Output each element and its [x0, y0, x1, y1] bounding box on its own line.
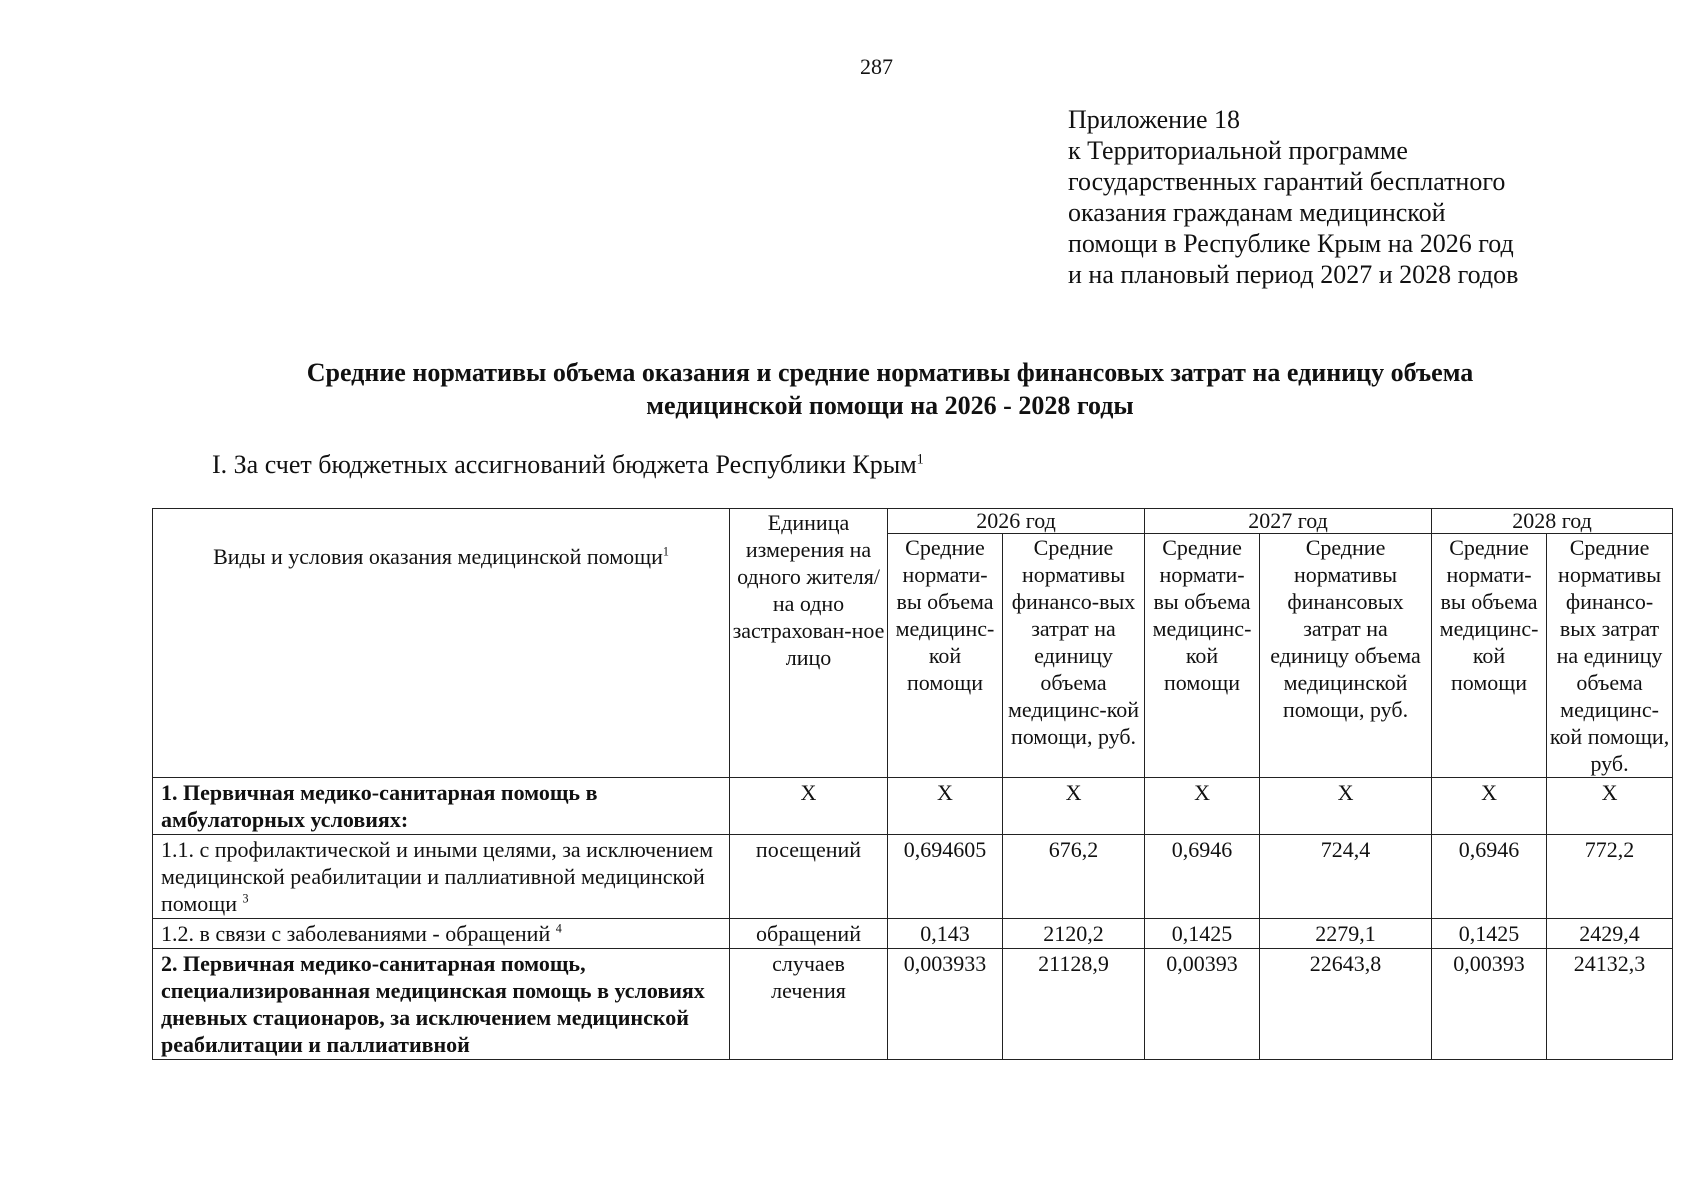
row-value: 0,00393: [1145, 949, 1260, 1060]
row-name-text: 1. Первичная медико-санитарная помощь в амбулаторных условиях:: [161, 780, 598, 832]
row-value: 0,694605: [888, 835, 1003, 919]
row-value: 0,00393: [1432, 949, 1547, 1060]
norms-table: [152, 508, 1673, 1060]
header-unit: Единица измерения на одного жителя/ на одно застрахован-ное лицо: [730, 509, 888, 778]
header-kind-text: Виды и условия оказания медицинской помощи: [213, 544, 663, 569]
document-title-line: медицинской помощи на 2026 - 2028 годы: [646, 391, 1134, 420]
appendix-block: [1068, 104, 1668, 290]
document-title: [140, 356, 1640, 422]
row-value: 2120,2: [1003, 919, 1145, 949]
row-value: Х: [1547, 778, 1673, 835]
row-name: [153, 949, 730, 1060]
row-value: 22643,8: [1260, 949, 1432, 1060]
section-title-text: I. За счет бюджетных ассигнований бюджета Республики Крым: [212, 450, 917, 479]
row-name: [153, 835, 730, 919]
row-unit: посещений: [730, 835, 888, 919]
row-value: Х: [1003, 778, 1145, 835]
table-row: [153, 835, 1673, 919]
appendix-line: оказания гражданам медицинской: [1068, 198, 1446, 227]
header-volume-2026: Средние нормати-вы объема медицинс-кой помощи: [888, 534, 1003, 778]
row-unit: случаев лечения: [730, 949, 888, 1060]
row-value: 0,143: [888, 919, 1003, 949]
table-row: [153, 949, 1673, 1060]
row-name-text: 1.1. с профилактической и иными целями, за исключением медицинской реабилитации и паллиативной медицинской помощи: [161, 837, 714, 916]
header-kind: [153, 509, 730, 778]
header-volume-2027: Средние нормати-вы объема медицинс-кой помощи: [1145, 534, 1260, 778]
row-value: Х: [1145, 778, 1260, 835]
row-name-text: 1.2. в связи с заболеваниями - обращений: [161, 921, 551, 946]
row-value: 2429,4: [1547, 919, 1673, 949]
row-name-text: 2. Первичная медико-санитарная помощь, специализированная медицинская помощь в условиях дневных стационаров, за исключением медицинской реабилитации и паллиативной: [161, 951, 705, 1057]
footnote-mark: 1: [662, 544, 669, 559]
footnote-mark: 3: [242, 891, 249, 906]
row-name: [153, 778, 730, 835]
row-value: 772,2: [1547, 835, 1673, 919]
row-unit: обращений: [730, 919, 888, 949]
appendix-line: государственных гарантий бесплатного: [1068, 167, 1506, 196]
table-row: [153, 919, 1673, 949]
header-cost-2028: Средние нормативы финансо-вых затрат на единицу объема медицинс-кой помощи, руб.: [1547, 534, 1673, 778]
row-value: Х: [1432, 778, 1547, 835]
row-value: 0,1425: [1432, 919, 1547, 949]
row-value: 0,6946: [1145, 835, 1260, 919]
table-row: [153, 778, 1673, 835]
row-value: 21128,9: [1003, 949, 1145, 1060]
row-value: Х: [1260, 778, 1432, 835]
row-unit: Х: [730, 778, 888, 835]
header-cost-2026: Средние нормативы финансо-вых затрат на единицу объема медицинс-кой помощи, руб.: [1003, 534, 1145, 778]
header-cost-2027: Средние нормативы финансовых затрат на единицу объема медицинской помощи, руб.: [1260, 534, 1432, 778]
row-value: 0,003933: [888, 949, 1003, 1060]
header-year-2026: 2026 год: [888, 509, 1145, 534]
appendix-line: Приложение 18: [1068, 105, 1241, 134]
row-value: 24132,3: [1547, 949, 1673, 1060]
row-value: 724,4: [1260, 835, 1432, 919]
appendix-line: помощи в Республике Крым на 2026 год: [1068, 229, 1514, 258]
document-title-line: Средние нормативы объема оказания и средние нормативы финансовых затрат на единицу объема: [306, 358, 1474, 387]
appendix-line: к Территориальной программе: [1068, 136, 1408, 165]
footnote-mark: 4: [555, 921, 562, 936]
row-value: 0,1425: [1145, 919, 1260, 949]
row-value: 2279,1: [1260, 919, 1432, 949]
appendix-line: и на плановый период 2027 и 2028 годов: [1068, 260, 1519, 289]
header-year-2028: 2028 год: [1432, 509, 1673, 534]
header-year-2027: 2027 год: [1145, 509, 1432, 534]
header-volume-2028: Средние нормати-вы объема медицинс-кой помощи: [1432, 534, 1547, 778]
section-title: [212, 450, 924, 480]
page-number: 287: [860, 54, 893, 79]
row-name: [153, 919, 730, 949]
footnote-mark: 1: [916, 451, 924, 468]
header-row-years: [153, 509, 1673, 534]
row-value: 0,6946: [1432, 835, 1547, 919]
row-value: 676,2: [1003, 835, 1145, 919]
row-value: Х: [888, 778, 1003, 835]
